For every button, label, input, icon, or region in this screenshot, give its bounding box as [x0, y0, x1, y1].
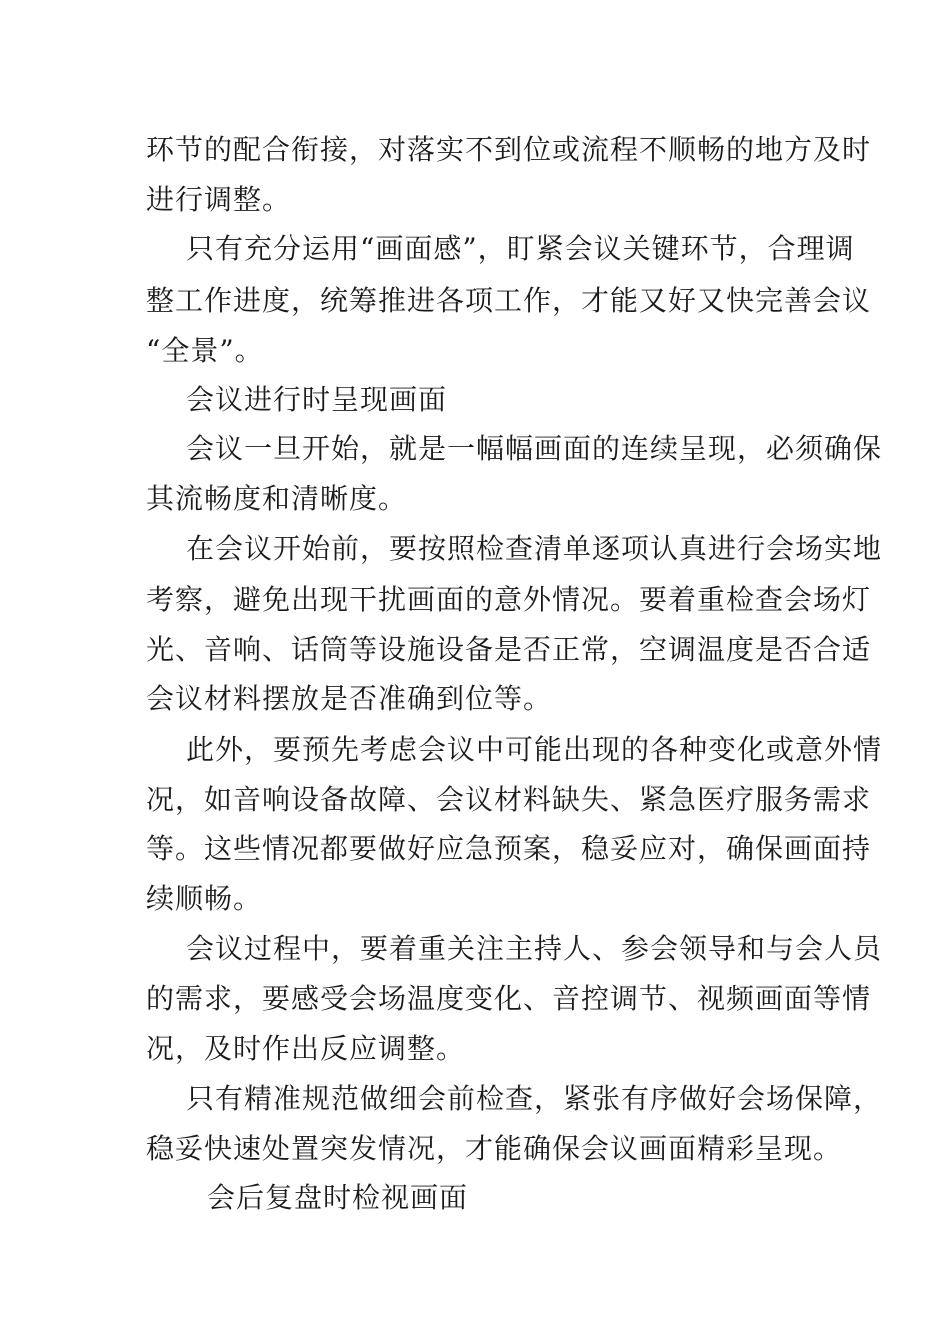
text-line: 续顺畅。	[146, 882, 263, 915]
text-line: 整工作进度，统筹推进各项工作，才能又好又快完善会议	[146, 284, 872, 317]
text-line: 会议材料摆放是否准确到位等。	[146, 682, 553, 715]
text-line: 等。这些情况都要做好应急预案，稳妥应对，确保画面持	[146, 832, 872, 865]
text-line: 环节的配合衔接，对落实不到位或流程不顺畅的地方及时	[146, 133, 872, 166]
text-line: 在会议开始前，要按照检查清单逐项认真进行会场实地	[186, 532, 883, 565]
text-line: 光、音响、话筒等设施设备是否正常，空调温度是否合适	[146, 633, 872, 666]
text-line: 只有精准规范做细会前检查，紧张有序做好会场保障，	[186, 1082, 883, 1115]
text-line: 进行调整。	[146, 183, 292, 216]
text-line: 其流畅度和清晰度。	[146, 482, 408, 515]
text-line: “全景”。	[146, 334, 264, 367]
section-heading: 会后复盘时检视画面	[207, 1181, 469, 1214]
text-line: 只有充分运用“画面感”，盯紧会议关键环节，合理调	[186, 232, 855, 265]
text-line: 会议一旦开始，就是一幅幅画面的连续呈现，必须确保	[186, 432, 883, 465]
text-line: 的需求，要感受会场温度变化、音控调节、视频画面等情	[146, 982, 872, 1015]
text-line: 稳妥快速处置突发情况，才能确保会议画面精彩呈现。	[146, 1132, 843, 1165]
text-line: 况，及时作出反应调整。	[146, 1032, 466, 1065]
text-line: 此外，要预先考虑会议中可能出现的各种变化或意外情	[186, 733, 883, 766]
section-heading: 会议进行时呈现画面	[186, 383, 448, 416]
text-line: 会议过程中，要着重关注主持人、参会领导和与会人员	[186, 932, 883, 965]
text-line: 况，如音响设备故障、会议材料缺失、紧急医疗服务需求	[146, 783, 872, 816]
text-line: 考察，避免出现干扰画面的意外情况。要着重检查会场灯	[146, 583, 872, 616]
